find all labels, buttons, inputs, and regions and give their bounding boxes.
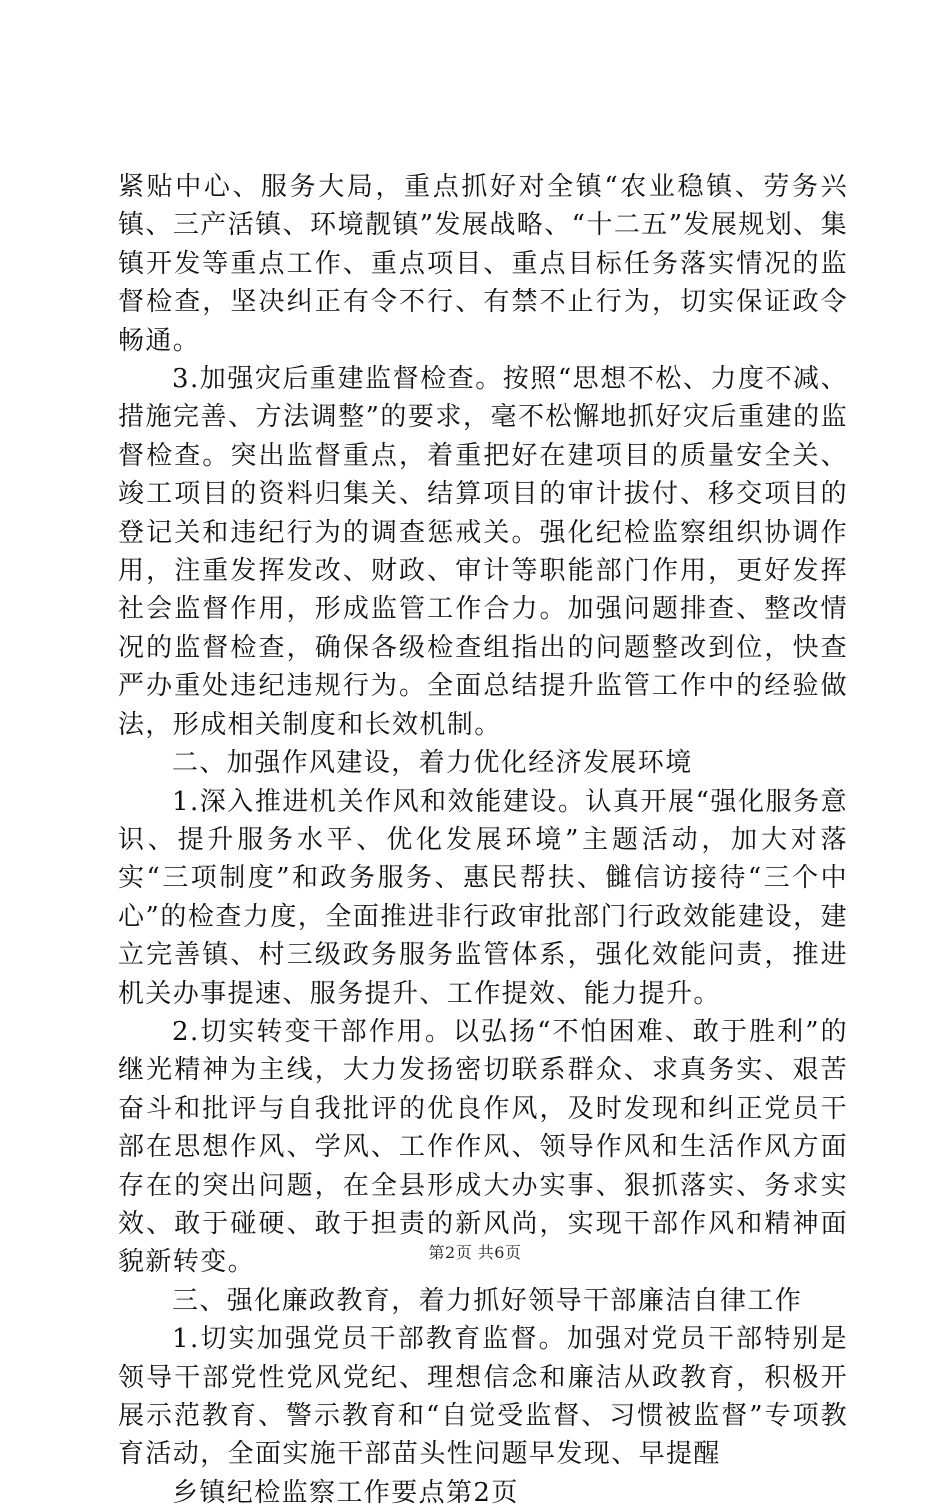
- document-body: [118, 168, 848, 1512]
- paragraph-continuation: 紧贴中心、服务大局，重点抓好对全镇“农业稳镇、劳务兴镇、三产活镇、环境靓镇”发展战略、“十二五”发展规划、集镇开发等重点工作、重点项目、重点目标任务落实情况的监督检查，坚决纠正有令不行、有禁不止行为，切实保证政令畅通。: [118, 172, 848, 356]
- section-heading: 三、强化廉政教育，着力抓好领导干部廉洁自律工作: [172, 1285, 803, 1316]
- paragraph-item: 1.深入推进机关作风和效能建设。认真开展“强化服务意识、提升服务水平、优化发展环境”主题活动，加大对落实“三项制度”和政务服务、惠民帮扶、雠信访接待“三个中心”的检查力度，全面推进非行政审批部门行政效能建设，建立完善镇、村三级政务服务监管体系，强化效能问责，推进机关办事提速、服务提升、工作提效、能力提升。: [118, 786, 848, 1009]
- page-footer: 第2页 共6页: [428, 1243, 522, 1262]
- paragraph-item: 3.加强灾后重建监督检查。按照“思想不松、力度不减、措施完善、方法调整”的要求，毫不松懈地抓好灾后重建的监督检查。突出监督重点，着重把好在建项目的质量安全关、竣工项目的资料归集关、结算项目的审计拔付、移交项目的登记关和违纪行为的调查惩戒关。强化纪检监察组织协调作用，注重发挥发改、财政、审计等职能部门作用，更好发挥社会监督作用，形成监管工作合力。加强问题排查、整改情况的监督检查，确保各级检查组指出的问题整改到位，快查严办重处违纪违规行为。全面总结提升监管工作中的经验做法，形成相关制度和长效机制。: [118, 364, 848, 740]
- page-marker-text: 乡镇纪检监察工作要点第2页: [172, 1477, 519, 1508]
- paragraph-item: 1.切实加强党员干部教育监督。加强对党员干部特别是领导干部党性党风党纪、理想信念和廉洁从政教育，积极开展示范教育、警示教育和“自觉受监督、习惯被监督”专项教育活动，全面实施干部苗头性问题早发现、早提醒: [118, 1324, 848, 1470]
- paragraph-item: 2.切实转变干部作用。以弘扬“不怕困难、敢于胜利”的继光精神为主线，大力发扬密切联系群众、求真务实、艰苦奋斗和批评与自我批评的优良作风，及时发现和纠正党员干部在思想作风、学风、工作作风、领导作风和生活作风方面存在的突出问题，在全县形成大办实事、狠抓落实、务求实效、敢于碰硬、敢于担责的新风尚，实现干部作风和精神面貌新转变。: [118, 1016, 848, 1278]
- section-heading: 二、加强作风建设，着力优化经济发展环境: [172, 748, 693, 779]
